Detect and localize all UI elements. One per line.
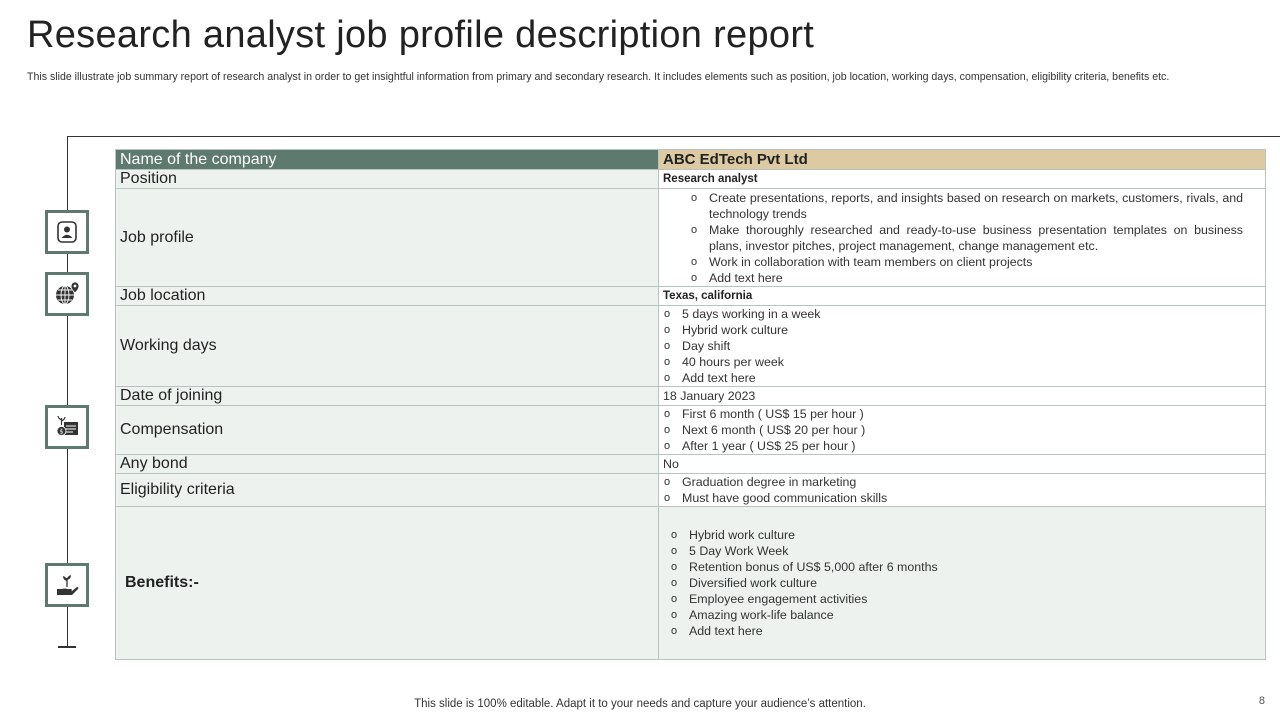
list-item: o Must have good communication skills bbox=[663, 490, 1261, 506]
working-days-value bbox=[659, 306, 1266, 387]
list-item: o 5 Day Work Week bbox=[670, 543, 1261, 559]
hand-plant-icon bbox=[45, 563, 89, 607]
benefits-label: Benefits:- bbox=[116, 507, 659, 660]
list-item: o Add text here bbox=[663, 270, 1261, 286]
list-item: o Make thoroughly researched and ready-to-use business presentation templates on business plans, investor pitches, project management, change management etc. bbox=[663, 222, 1261, 254]
table-row-any-bond bbox=[116, 455, 1266, 474]
page-title: Research analyst job profile description report bbox=[27, 14, 815, 56]
compensation-label: Compensation bbox=[116, 406, 659, 455]
table-row-company bbox=[116, 150, 1266, 170]
timeline-top-line bbox=[67, 136, 1280, 137]
list-item: o Create presentations, reports, and insights based on research on markets, customers, rivals, and technology trends bbox=[663, 190, 1261, 222]
list-item: o After 1 year ( US$ 25 per hour ) bbox=[663, 438, 1261, 454]
list-item: o Hybrid work culture bbox=[670, 527, 1261, 543]
table-row-position bbox=[116, 170, 1266, 189]
svg-text:$: $ bbox=[59, 427, 64, 436]
eligibility-label: Eligibility criteria bbox=[116, 474, 659, 507]
job-location-label: Job location bbox=[116, 287, 659, 306]
table-row-benefits bbox=[116, 507, 1266, 660]
list-item: o Employee engagement activities bbox=[670, 591, 1261, 607]
position-label: Position bbox=[116, 170, 659, 189]
job-location-value: Texas, california bbox=[659, 287, 1266, 306]
table-row-working-days bbox=[116, 306, 1266, 387]
profile-icon bbox=[45, 210, 89, 254]
company-label: Name of the company bbox=[116, 150, 659, 170]
list-item: o Retention bonus of US$ 5,000 after 6 months bbox=[670, 559, 1261, 575]
list-item: o Add text here bbox=[663, 370, 1261, 386]
benefits-value bbox=[659, 507, 1266, 660]
list-item: o Diversified work culture bbox=[670, 575, 1261, 591]
list-item: o Next 6 month ( US$ 20 per hour ) bbox=[663, 422, 1261, 438]
list-item: o Amazing work-life balance bbox=[670, 607, 1261, 623]
job-profile-table bbox=[115, 149, 1266, 660]
list-item: o Add text here bbox=[670, 623, 1261, 639]
list-item: o 5 days working in a week bbox=[663, 306, 1261, 322]
globe-location-icon bbox=[45, 272, 89, 316]
list-item: o Day shift bbox=[663, 338, 1261, 354]
page-subtitle: This slide illustrate job summary report of research analyst in order to get insightful information from primary and secondary research. It includes elements such as position, job location, working days, compensation, eligibility criteria, benefits etc. bbox=[27, 71, 1170, 83]
table-row-job-location bbox=[116, 287, 1266, 306]
eligibility-value bbox=[659, 474, 1266, 507]
list-item: o Work in collaboration with team members on client projects bbox=[663, 254, 1261, 270]
page-number: 8 bbox=[1258, 695, 1265, 707]
job-profile-value bbox=[659, 189, 1266, 287]
bond-value: No bbox=[659, 455, 1266, 474]
list-item: o Graduation degree in marketing bbox=[663, 474, 1261, 490]
table-row-compensation bbox=[116, 406, 1266, 455]
list-item: o 40 hours per week bbox=[663, 354, 1261, 370]
compensation-value bbox=[659, 406, 1266, 455]
list-item: o First 6 month ( US$ 15 per hour ) bbox=[663, 406, 1261, 422]
date-value: 18 January 2023 bbox=[659, 387, 1266, 406]
table-row-eligibility bbox=[116, 474, 1266, 507]
timeline-end-cap bbox=[58, 646, 76, 648]
list-item: o Hybrid work culture bbox=[663, 322, 1261, 338]
company-value: ABC EdTech Pvt Ltd bbox=[659, 150, 1266, 170]
bond-label: Any bond bbox=[116, 455, 659, 474]
position-value: Research analyst bbox=[659, 170, 1266, 189]
job-profile-label: Job profile bbox=[116, 189, 659, 287]
footer-note: This slide is 100% editable. Adapt it to your needs and capture your audience’s attention. bbox=[414, 698, 866, 710]
table-row-date-of-joining bbox=[116, 387, 1266, 406]
date-label: Date of joining bbox=[116, 387, 659, 406]
working-days-label: Working days bbox=[116, 306, 659, 387]
table-row-job-profile bbox=[116, 189, 1266, 287]
money-card-icon bbox=[45, 405, 89, 449]
